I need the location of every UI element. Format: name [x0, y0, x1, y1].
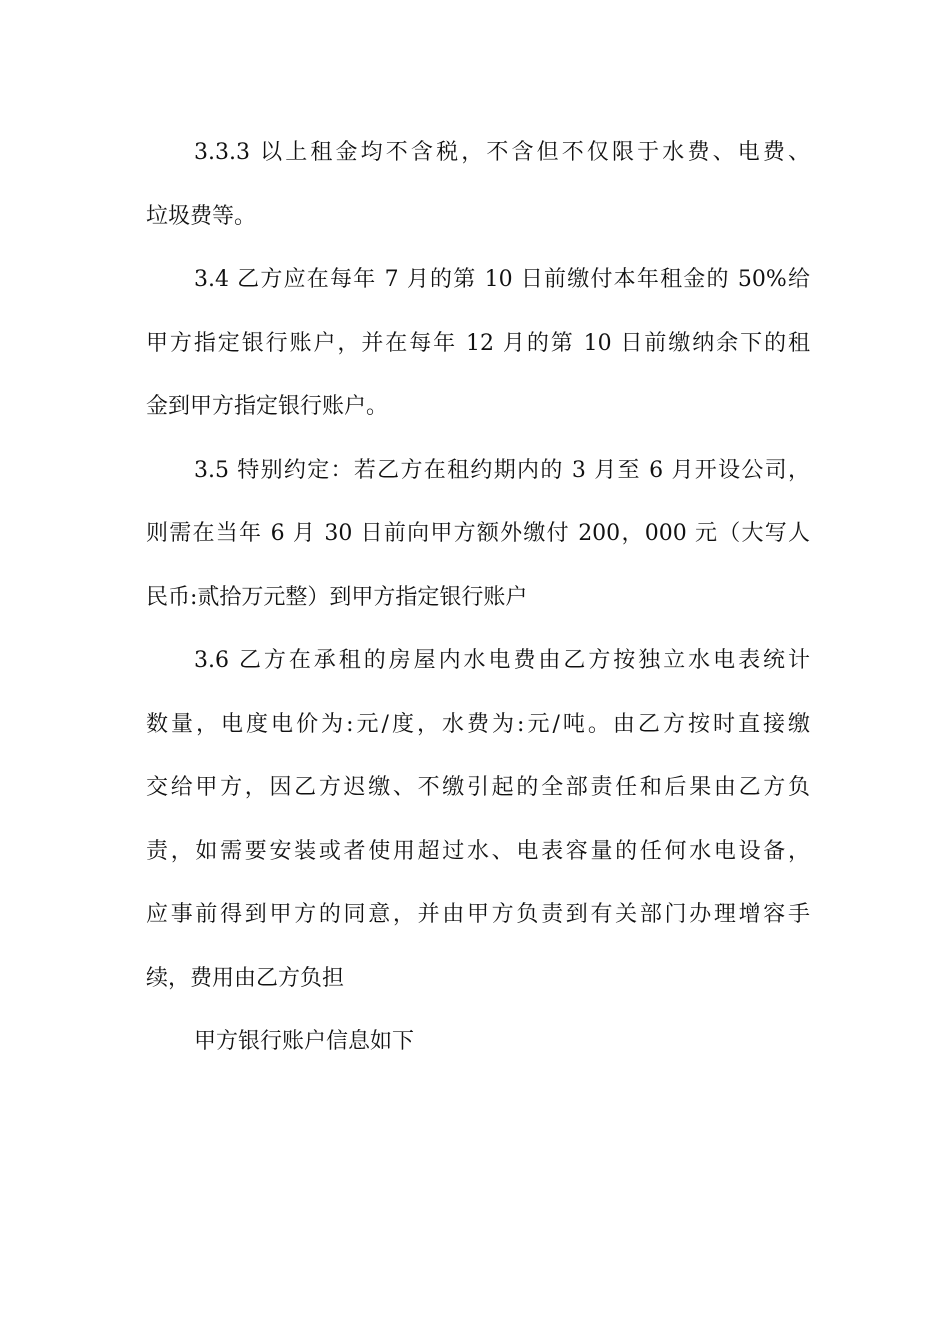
- clause-3-5-line-2: 则需在当年 6 月 30 日前向甲方额外缴付 200，000 元（大写人: [146, 521, 810, 546]
- clause-3-3-3-line-2: 垃圾费等。: [146, 203, 257, 229]
- clause-3-5-line-1: 3.5 特别约定：若乙方在租约期内的 3 月至 6 月开设公司，: [194, 457, 810, 483]
- clause-3-3-3-line-1: 3.3.3 以上租金均不含税，不含但不仅限于水费、电费、: [194, 140, 810, 165]
- clause-3-6-line-6: 续，费用由乙方负担: [146, 965, 345, 991]
- clause-3-4-line-3: 金到甲方指定银行账户。: [146, 394, 389, 419]
- clause-3-4-line-2: 甲方指定银行账户，并在每年 12 月的第 10 日前缴纳余下的租: [146, 330, 810, 356]
- clause-text: [146, 121, 810, 1074]
- clause-3-6-line-5: 应事前得到甲方的同意，并由甲方负责到有关部门办理增容手: [146, 902, 810, 927]
- clause-3-6-line-1: 3.6 乙方在承租的房屋内水电费由乙方按独立水电表统计: [194, 648, 810, 673]
- bank-account-heading: 甲方银行账户信息如下: [194, 1029, 415, 1054]
- clause-3-6-line-4: 责，如需要安装或者使用超过水、电表容量的任何水电设备，: [146, 838, 810, 864]
- clause-3-6-line-2: 数量，电度电价为:元/度，水费为:元/吨。由乙方按时直接缴: [146, 711, 810, 737]
- clause-3-4-line-1: 3.4 乙方应在每年 7 月的第 10 日前缴付本年租金的 50%给: [194, 267, 810, 292]
- clause-3-6-line-3: 交给甲方，因乙方迟缴、不缴引起的全部责任和后果由乙方负: [146, 775, 810, 800]
- clause-3-5-line-3: 民币:贰拾万元整）到甲方指定银行账户: [146, 584, 528, 610]
